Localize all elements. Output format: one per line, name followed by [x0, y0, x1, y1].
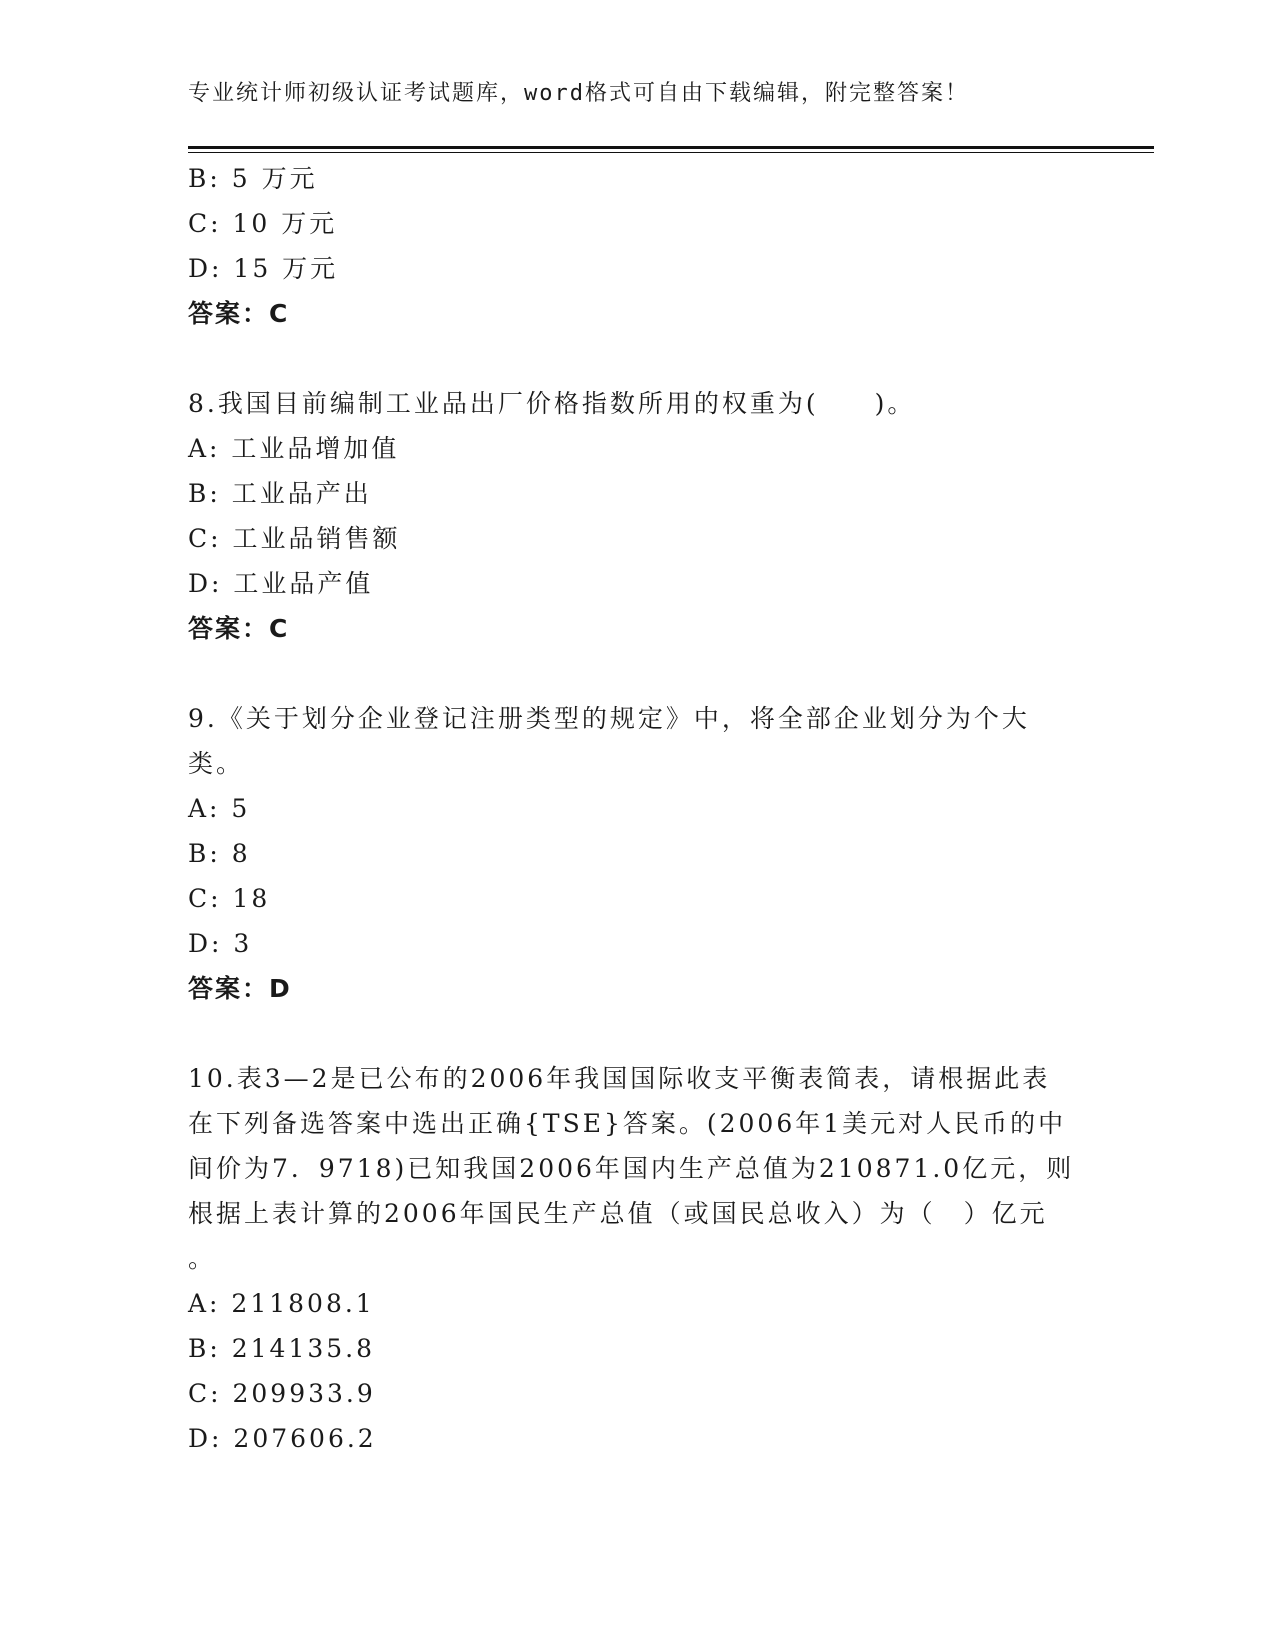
q7-option-d: D: 15 万元	[188, 254, 339, 283]
q9-option-b: B: 8	[188, 839, 251, 868]
q8-option-a: A: 工业品增加值	[188, 434, 400, 463]
q10-option-b: B: 214135.8	[188, 1334, 376, 1363]
q9-answer: 答案：D	[188, 974, 292, 1003]
q8-option-b: B: 工业品产出	[188, 479, 372, 508]
q9-question-line2: 类。	[188, 749, 245, 778]
q9-option-c: C: 18	[188, 884, 271, 913]
q10-option-d: D: 207606.2	[188, 1424, 377, 1453]
q10-question-line1: 10.表3—2是已公布的2006年我国国际收支平衡表简表，请根据此表	[188, 1064, 1051, 1093]
q9-option-d: D: 3	[188, 929, 253, 958]
q10-option-a: A: 211808.1	[188, 1289, 375, 1318]
header-rule-thick	[188, 146, 1154, 149]
q8-answer: 答案：C	[188, 614, 290, 643]
q7-option-b: B: 5 万元	[188, 164, 318, 193]
q8-option-d: D: 工业品产值	[188, 569, 374, 598]
header-rule-thin	[188, 152, 1154, 153]
q9-question-line1: 9.《关于划分企业登记注册类型的规定》中，将全部企业划分为个大	[188, 704, 1030, 733]
q8-option-c: C: 工业品销售额	[188, 524, 401, 553]
q7-answer: 答案：C	[188, 299, 290, 328]
q10-question-line4: 根据上表计算的2006年国民生产总值（或国民总收入）为（ ）亿元	[188, 1199, 1048, 1228]
q10-option-c: C: 209933.9	[188, 1379, 376, 1408]
q10-question-line3: 间价为7．9718)已知我国2006年国内生产总值为210871.0亿元，则	[188, 1154, 1075, 1183]
q10-question-line5: 。	[188, 1244, 217, 1273]
q9-option-a: A: 5	[188, 794, 251, 823]
q10-question-line2: 在下列备选答案中选出正确{TSE}答案。(2006年1美元对人民币的中	[188, 1109, 1067, 1138]
page-header: 专业统计师初级认证考试题库，word格式可自由下载编辑，附完整答案！	[188, 81, 969, 106]
q8-question: 8.我国目前编制工业品出厂价格指数所用的权重为( )。	[188, 389, 916, 418]
q7-option-c: C: 10 万元	[188, 209, 338, 238]
